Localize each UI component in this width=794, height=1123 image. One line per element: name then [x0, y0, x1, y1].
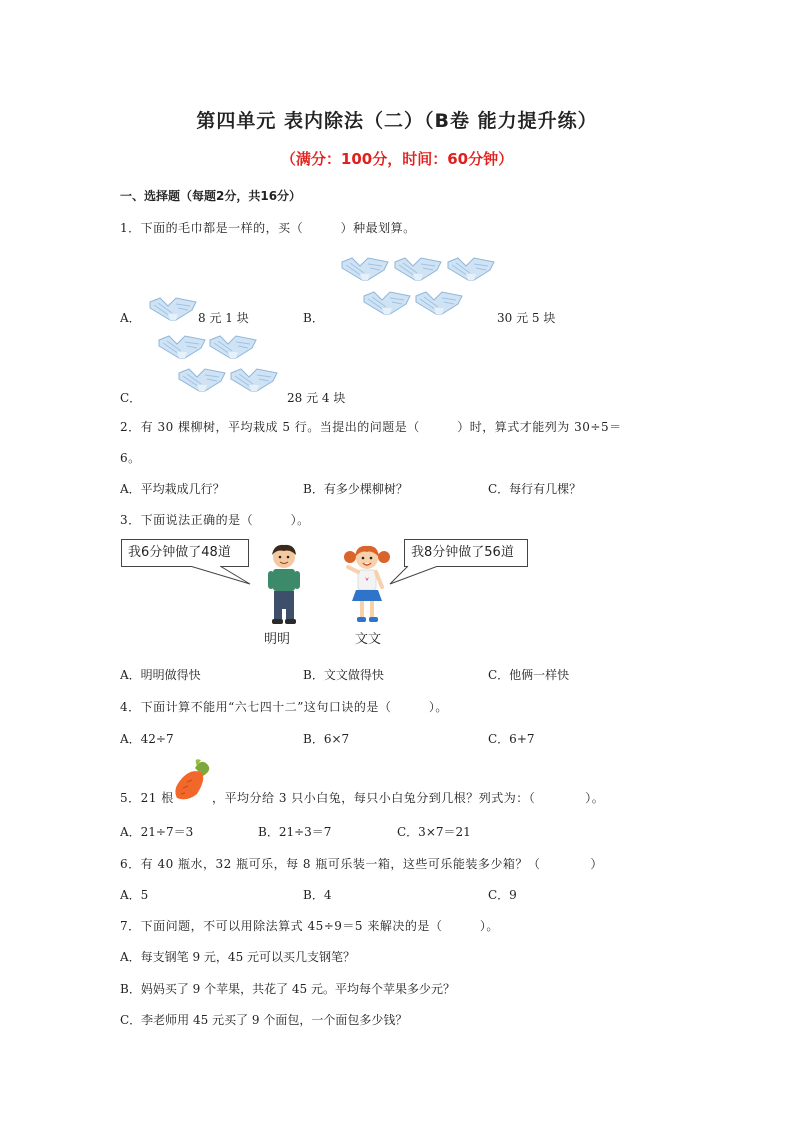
question-7: 7．下面问题，不可以用除法算式 45÷9＝5 来解决的是（ ）。: [120, 919, 499, 933]
question-2-cont: 6。: [120, 451, 141, 465]
q2-option-a: A．平均栽成几行？: [120, 482, 225, 496]
q1-option-b-price: 30 元 5 块: [497, 311, 556, 325]
question-5-post: ，平均分给 3 只小白兔，每只小白兔分到几根？列式为：（ ）。: [212, 791, 605, 805]
q4-option-b: B．6×7: [303, 732, 350, 746]
question-6: 6．有 40 瓶水，32 瓶可乐，每 8 瓶可乐装一箱，这些可乐能装多少箱？（ ）: [120, 857, 603, 871]
name-label-right: 文文: [355, 632, 382, 647]
q1-option-a-price: 8 元 1 块: [198, 311, 249, 325]
q4-option-a: A．42÷7: [120, 732, 174, 746]
towel-icon: [340, 256, 390, 282]
girl-figure-icon: [342, 543, 392, 625]
q1-option-b-label: B．: [303, 311, 324, 325]
q3-option-b: B．文文做得快: [303, 668, 384, 682]
q2-option-c: C．每行有几棵？: [488, 482, 582, 496]
q6-option-b: B．4: [303, 888, 332, 902]
q2-option-b: B．有多少棵柳树？: [303, 482, 408, 496]
question-1: 1．下面的毛巾都是一样的，买（ ）种最划算。: [120, 221, 416, 235]
q7-option-c: C．李老师用 45 元买了 9 个面包，一个面包多少钱？: [120, 1013, 408, 1027]
boy-figure-icon: [260, 543, 308, 625]
carrot-icon: [171, 758, 213, 802]
speech-bubble-left: 我6分钟做了48道: [121, 539, 249, 567]
towel-icon: [414, 290, 464, 316]
q3-option-a: A．明明做得快: [120, 668, 201, 682]
q7-option-a: A．每支钢笔 9 元，45 元可以买几支钢笔？: [120, 950, 356, 964]
section-heading: 一、选择题（每题2分，共16分）: [120, 189, 302, 203]
q5-option-a: A．21÷7＝3: [120, 825, 194, 839]
bubble-pointer: [180, 566, 260, 586]
q4-option-c: C．6+7: [488, 732, 535, 746]
q1-option-c-label: C．: [120, 391, 142, 405]
towel-icon: [177, 367, 227, 393]
towel-icon: [362, 290, 412, 316]
q3-option-c: C．他俩一样快: [488, 668, 570, 682]
q6-option-c: C．9: [488, 888, 517, 902]
speech-bubble-right: 我8分钟做了56道: [404, 539, 528, 567]
question-2: 2．有 30 棵柳树，平均栽成 5 行。当提出的问题是（ ）时，算式才能列为 30÷5＝: [120, 420, 622, 434]
question-5-pre: 5．21 根: [120, 791, 174, 805]
page-title: 第四单元 表内除法（二）（B卷 能力提升练）: [196, 110, 598, 132]
name-label-left: 明明: [264, 632, 291, 647]
towel-icon: [229, 367, 279, 393]
q6-option-a: A．5: [120, 888, 149, 902]
q7-option-b: B．妈妈买了 9 个苹果，共花了 45 元。平均每个苹果多少元？: [120, 982, 455, 996]
bubble-pointer: [388, 566, 448, 586]
q5-option-c: C．3×7＝21: [397, 825, 471, 839]
towel-icon: [157, 334, 207, 360]
page-subtitle: （满分：100分，时间：60分钟）: [280, 150, 514, 168]
q5-option-b: B．21÷3＝7: [258, 825, 332, 839]
towel-icon: [148, 296, 198, 322]
question-4: 4．下面计算不能用“六七四十二”这句口诀的是（ ）。: [120, 700, 448, 714]
q1-option-c-price: 28 元 4 块: [287, 391, 346, 405]
question-3: 3．下面说法正确的是（ ）。: [120, 513, 310, 527]
towel-icon: [208, 334, 258, 360]
towel-icon: [393, 256, 443, 282]
q1-option-a-label: A．: [120, 311, 141, 325]
towel-icon: [446, 256, 496, 282]
